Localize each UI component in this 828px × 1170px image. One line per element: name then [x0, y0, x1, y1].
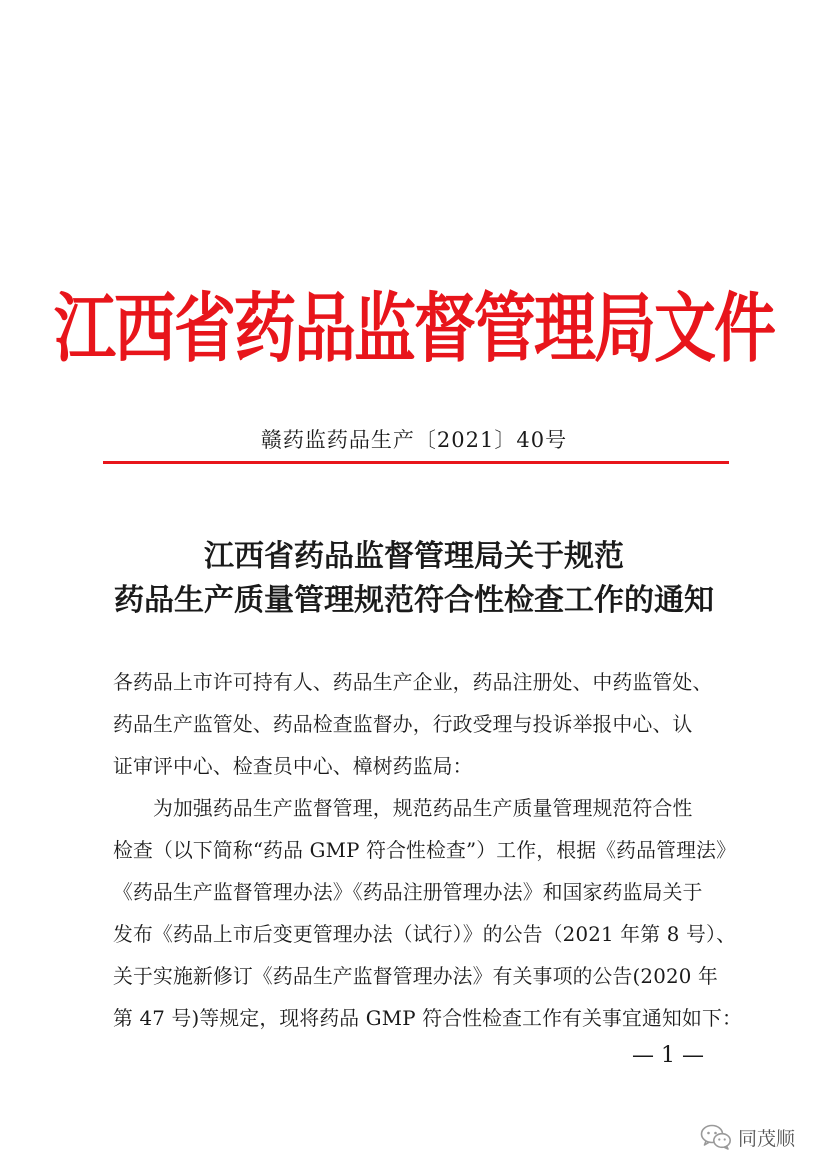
subject-line: 药品生产质量管理规范符合性检查工作的通知	[114, 583, 714, 618]
body-line: 《药品生产监督管理办法》《药品注册管理办法》和国家药监局关于	[113, 881, 703, 904]
body-line: 为加强药品生产监督管理，规范药品生产质量管理规范符合性	[113, 797, 693, 820]
red-divider	[103, 461, 729, 464]
source-watermark	[700, 1122, 795, 1152]
body-line: 发布《药品上市后变更管理办法（试行）》的公告（2021 年第 8 号）、	[113, 923, 737, 946]
body-line: 第 47 号)等规定，现将药品 GMP 符合性检查工作有关事宜通知如下：	[113, 1007, 742, 1030]
wechat-icon	[700, 1124, 732, 1150]
body-line: 各药品上市许可持有人、药品生产企业，药品注册处、中药监管处、	[113, 671, 713, 694]
body-line: 证审评中心、检查员中心、樟树药监局：	[113, 755, 473, 778]
watermark-text: 同茂顺	[738, 1127, 796, 1150]
body-line: 药品生产监管处、药品检查监督办，行政受理与投诉举报中心、认	[113, 713, 693, 736]
document-number: 赣药监药品生产〔2021〕40号	[260, 428, 568, 452]
body-line: 检查（以下简称“药品 GMP 符合性检查”）工作，根据《药品管理法》	[113, 839, 737, 862]
body-line: 关于实施新修订《药品生产监督管理办法》有关事项的公告(2020 年	[113, 965, 719, 988]
document-header-title: 江西省药品监督管理局文件	[53, 283, 774, 373]
page-number: — 1 —	[632, 1043, 704, 1068]
subject-line: 江西省药品监督管理局关于规范	[204, 539, 624, 574]
document-subject	[0, 535, 828, 623]
